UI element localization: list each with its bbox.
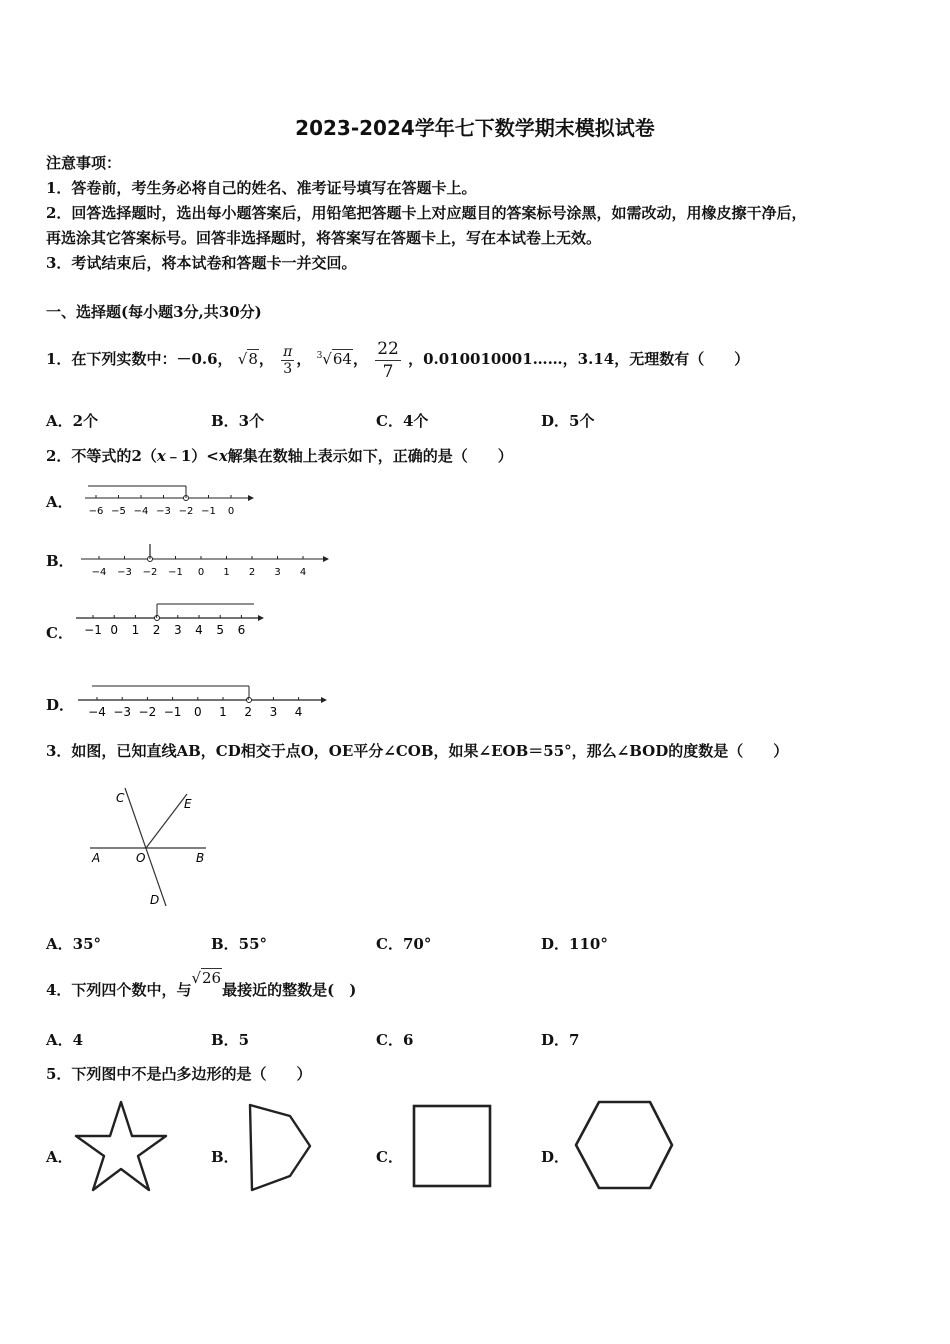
question-1: 1．在下列实数中：－0.6， √8， $\frac{\pi}{3}$ ， $^3$√64， $\frac{22}{7}$ ，0.010010001……，3.14，无理数有（ ） [46,338,750,382]
axis-label: −3 [113,705,132,719]
label-c: C [116,791,125,805]
option-d: D．5个 [541,412,595,430]
label-d: D [150,893,160,907]
axis-label: −3 [156,506,171,517]
label-b: B [196,851,205,865]
hexagon-shape [572,1098,676,1192]
axis-label: 4 [299,567,307,578]
question-5: 5．下列图中不是凸多边形的是（ ） [46,1065,312,1083]
axis-label: 4 [294,705,303,719]
axis-label: −4 [91,567,107,578]
axis-label: 5 [216,623,225,637]
label-e: E [184,797,192,811]
q1-suffix: ，0.010010001……，3.14，无理数有（ ） [408,350,750,368]
axis-label: −1 [163,705,182,719]
notice-item: 1．答卷前，考生务必将自己的姓名、准考证号填写在答题卡上。 [46,179,477,197]
question-4: 4．下列四个数中，与√26最接近的整数是( ) [46,969,357,999]
fraction-22-7: $\frac{22}{7}$ [377,338,399,382]
option-a: A． [46,1148,73,1166]
axis-label: 3 [269,705,278,719]
option-d: D．110° [541,935,608,953]
number-line-b [78,540,338,582]
axis-label: 0 [227,506,235,517]
axis-label: 1 [131,623,140,637]
option-a: A．4 [46,1031,84,1049]
sqrt26: √26 [191,969,222,987]
axis-label: 4 [195,623,203,637]
star-shape [72,1098,170,1194]
pentagon-shape [246,1102,316,1194]
axis-label: −5 [111,506,126,517]
axis-label: 1 [223,567,230,578]
option-a: A．2个 [46,412,99,430]
number-line-a [80,480,260,522]
option-b: B．5 [211,1031,250,1049]
option-b: B． [211,1148,239,1166]
axis-label: −1 [201,506,216,517]
section-heading: 一、选择题(每小题3分,共30分) [46,303,262,321]
q1-prefix: 1．在下列实数中：－0.6， [46,350,233,368]
axis-label: 6 [237,623,246,637]
axis-label: 2 [244,705,253,719]
option-d: D． [541,1148,570,1166]
axis-label: −3 [117,567,132,578]
option-c: C．6 [376,1031,414,1049]
label-o: O [136,851,146,865]
notice-item: 3．考试结束后，将本试卷和答题卡一并交回。 [46,254,357,272]
option-d: D． [46,696,75,714]
sqrt8: √8 [237,350,258,368]
square-shape [410,1102,494,1190]
axis-label: 3 [274,567,281,578]
pi-over-3: $\frac{\pi}{3}$ [283,343,293,377]
axis-label: −1 [168,567,183,578]
axis-label: −4 [133,506,149,517]
axis-label: −4 [88,705,106,719]
question-3: 3．如图，已知直线AB，CD相交于点O，OE平分∠COB，如果∠EOB＝55°，那么∠BOD的度数是（ ） [46,742,789,760]
option-c: C．70° [376,935,432,953]
option-a: A．35° [46,935,102,953]
axis-label: −6 [88,506,104,517]
notice-heading: 注意事项： [46,154,122,172]
axis-label: −2 [178,506,194,517]
axis-label: 0 [110,623,119,637]
option-d: D．7 [541,1031,580,1049]
axis-label: 2 [248,567,256,578]
axis-label: 0 [197,567,205,578]
option-b: B．55° [211,935,268,953]
cube-root-64: $^3$√64 [316,350,352,368]
option-c: C．4个 [376,412,429,430]
axis-label: 3 [173,623,182,637]
notice-item: 再选涂其它答案标号。回答非选择题时，将答案写在答题卡上，写在本试卷上无效。 [46,229,602,247]
option-c: C． [376,1148,403,1166]
axis-label: −2 [142,567,158,578]
axis-label: 1 [219,705,227,719]
option-b: B．3个 [211,412,265,430]
axis-label: −1 [84,623,102,637]
option-c: C． [46,624,73,642]
notice-item: 2．回答选择题时，选出每小题答案后，用铅笔把答题卡上对应题目的答案标号涂黑，如需改动，用橡皮擦干净后， [46,204,807,222]
page-title: 2023-2024学年七下数学期末模拟试卷 [295,116,655,140]
label-a: A [92,851,101,865]
axis-label: 2 [152,623,161,637]
number-line-c [74,598,274,644]
question-2: 2．不等式的2（x﹣1）<x解集在数轴上表示如下，正确的是（ ） [46,447,513,465]
option-b: B． [46,552,74,570]
option-a: A． [46,493,73,511]
number-line-d [76,680,336,726]
axis-label: 0 [193,705,202,719]
axis-label: −2 [138,705,157,719]
intersecting-lines-figure [88,782,218,912]
